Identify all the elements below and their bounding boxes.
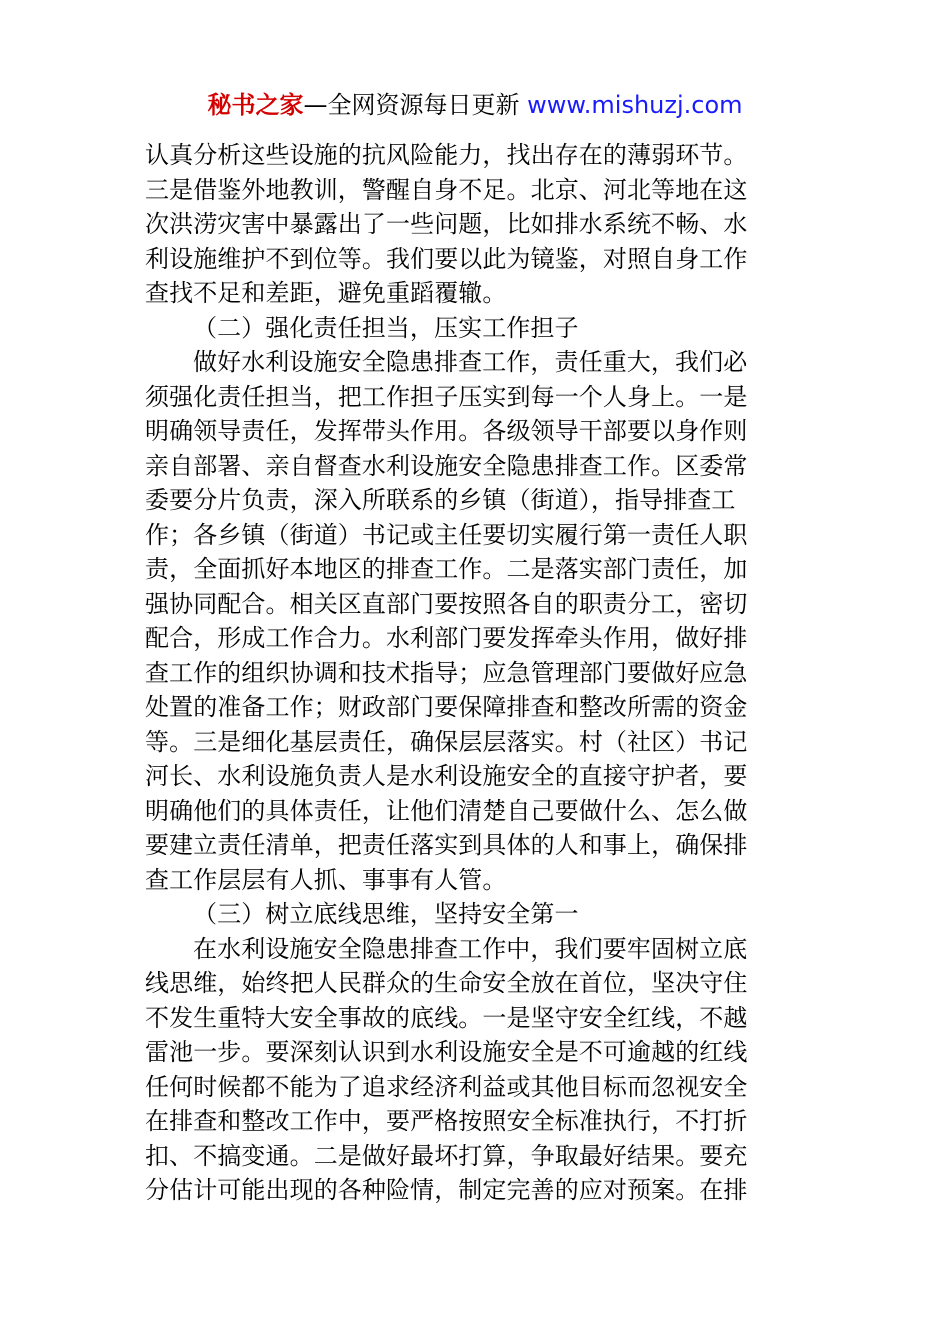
text-line: 处置的准备工作；财政部门要保障排查和整改所需的资金 [145, 693, 748, 721]
text-line: 要建立责任清单，把责任落实到具体的人和事上，确保排 [145, 831, 748, 859]
document-body [145, 138, 807, 1208]
header-tagline: —全网资源每日更新 [303, 91, 520, 119]
text-line: 扣、不搞变通。二是做好最坏打算，争取最好结果。要充 [145, 1141, 748, 1170]
text-line: 责，全面抓好本地区的排查工作。二是落实部门责任，加 [145, 555, 748, 583]
header-brand: 秘书之家 [207, 91, 304, 119]
text-line: 亲自部署、亲自督查水利设施安全隐患排查工作。区委常 [145, 451, 748, 480]
text-line: （二）强化责任担当，压实工作担子 [193, 313, 579, 342]
text-line: 须强化责任担当，把工作担子压实到每一个人身上。一是 [145, 382, 748, 411]
header-url: www.mishuzj.com [527, 91, 743, 119]
text-line: 在排查和整改工作中，要严格按照安全标准执行，不打折 [145, 1107, 748, 1135]
text-line: 查工作的组织协调和技术指导；应急管理部门要做好应急 [145, 658, 748, 687]
text-line: 作；各乡镇（街道）书记或主任要切实履行第一责任人职 [145, 520, 748, 549]
text-line: 线思维，始终把人民群众的生命安全放在首位，坚决守住 [145, 969, 748, 997]
text-line: 利设施维护不到位等。我们要以此为镜鉴，对照自身工作 [145, 244, 748, 273]
text-line: 查找不足和差距，避免重蹈覆辙。 [145, 279, 507, 307]
text-line: 配合，形成工作合力。水利部门要发挥牵头作用，做好排 [145, 624, 748, 652]
text-line: 明确领导责任，发挥带头作用。各级领导干部要以身作则 [145, 417, 748, 445]
text-line: 明确他们的具体责任，让他们清楚自己要做什么、怎么做 [145, 796, 748, 825]
text-line: 查工作层层有人抓、事事有人管。 [145, 865, 507, 894]
page-header [0, 88, 950, 122]
text-line: 次洪涝灾害中暴露出了一些问题，比如排水系统不畅、水 [145, 210, 748, 238]
text-line: 雷池一步。要深刻认识到水利设施安全是不可逾越的红线 [145, 1038, 748, 1066]
text-line: 分估计可能出现的各种险情，制定完善的应对预案。在排 [145, 1176, 748, 1204]
text-line: 认真分析这些设施的抗风险能力，找出存在的薄弱环节。 [145, 141, 748, 169]
text-line: 任何时候都不能为了追求经济利益或其他目标而忽视安全 [145, 1072, 748, 1101]
text-line: 河长、水利设施负责人是水利设施安全的直接守护者，要 [145, 762, 748, 790]
text-line: 做好水利设施安全隐患排查工作，责任重大，我们必 [193, 348, 748, 376]
text-line: （三）树立底线思维，坚持安全第一 [193, 900, 579, 928]
text-line: 等。三是细化基层责任，确保层层落实。村（社区）书记 [145, 727, 748, 756]
text-line: 在水利设施安全隐患排查工作中，我们要牢固树立底 [193, 934, 748, 963]
text-line: 三是借鉴外地教训，警醒自身不足。北京、河北等地在这 [145, 175, 748, 204]
text-line: 强协同配合。相关区直部门要按照各自的职责分工，密切 [145, 589, 748, 618]
text-line: 委要分片负责，深入所联系的乡镇（街道），指导排查工 [145, 486, 736, 514]
text-line: 不发生重特大安全事故的底线。一是坚守安全红线，不越 [145, 1003, 748, 1032]
